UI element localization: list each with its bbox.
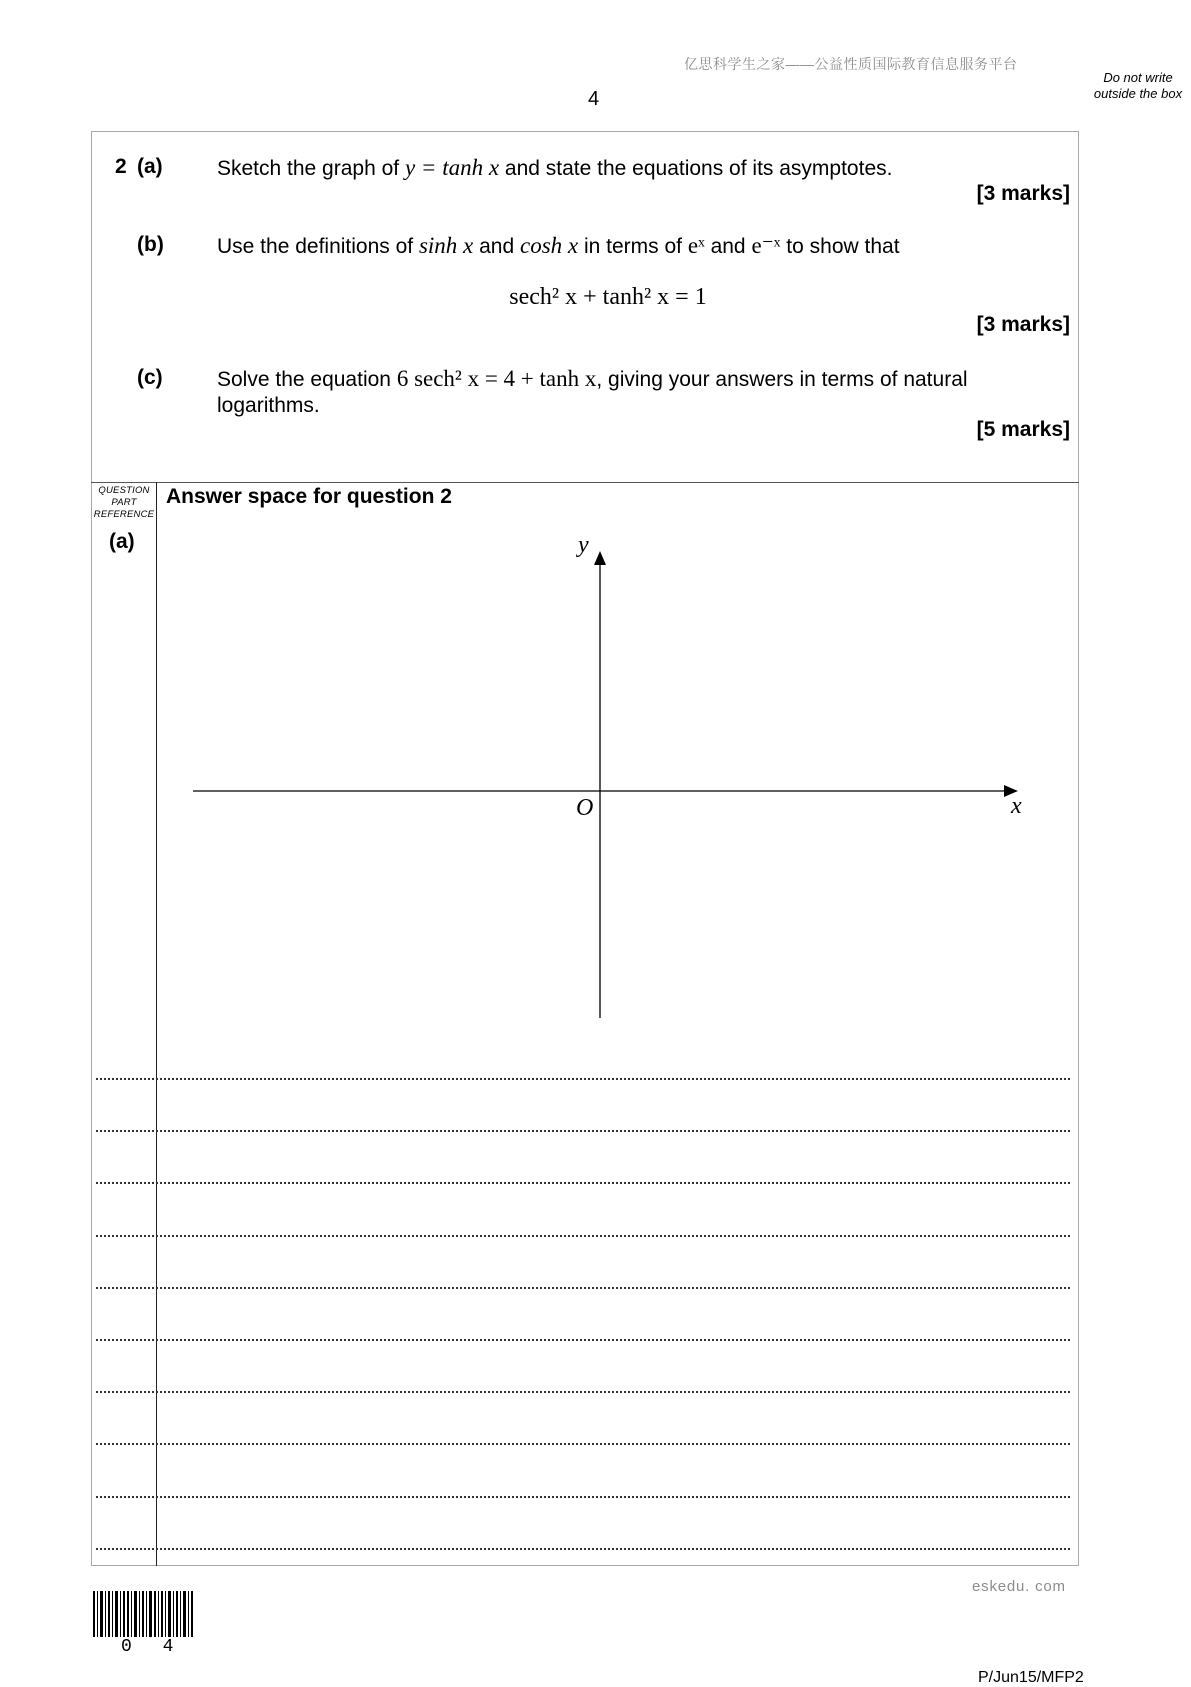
question-part-reference-header: QUESTION PART REFERENCE xyxy=(93,485,155,520)
header-watermark: 亿思科学生之家——公益性质国际教育信息服务平台 xyxy=(684,56,1018,72)
part-a-text-before: Sketch the graph of xyxy=(217,157,400,180)
margin-note: Do not write outside the box xyxy=(1093,70,1183,101)
writing-line[interactable] xyxy=(96,1443,1070,1445)
part-b-text-1: Use the definitions of xyxy=(217,235,414,258)
footer-watermark: eskedu. com xyxy=(972,1578,1066,1595)
question-number: 2 xyxy=(115,155,127,178)
writing-line[interactable] xyxy=(96,1130,1070,1132)
paper-reference: P/Jun15/MFP2 xyxy=(978,1669,1084,1686)
x-axis-label: x xyxy=(1011,793,1022,819)
part-c-text-after: , giving your answers in terms of natural xyxy=(596,368,968,391)
writing-line[interactable] xyxy=(96,1548,1070,1550)
barcode-icon xyxy=(93,1591,195,1637)
writing-line[interactable] xyxy=(96,1391,1070,1393)
origin-label: O xyxy=(576,795,594,821)
y-axis-arrow xyxy=(594,551,606,565)
part-a-marks: [3 marks] xyxy=(976,182,1070,205)
part-b-label: (b) xyxy=(137,233,164,256)
part-c-marks: [5 marks] xyxy=(976,418,1070,441)
part-b-text-2: and xyxy=(479,235,515,258)
part-b-math-4: e⁻ˣ xyxy=(751,233,781,258)
writing-line[interactable] xyxy=(96,1235,1070,1237)
part-a-math: y = tanh x xyxy=(404,155,500,180)
part-b-marks: [3 marks] xyxy=(976,313,1070,336)
writing-line[interactable] xyxy=(96,1078,1070,1080)
part-c-text-before: Solve the equation xyxy=(217,368,391,391)
part-b-math-1: sinh x xyxy=(418,233,474,258)
part-b-text-4: and xyxy=(710,235,746,258)
answer-part-a-label: (a) xyxy=(109,530,135,553)
writing-line[interactable] xyxy=(96,1287,1070,1289)
part-c-text-line2: logarithms. xyxy=(217,394,320,417)
part-c-label: (c) xyxy=(137,366,163,389)
part-a-label: (a) xyxy=(137,155,163,178)
part-c-math: 6 sech² x = 4 + tanh x xyxy=(396,366,597,391)
part-b-equation: sech² x + tanh² x = 1 xyxy=(509,284,707,310)
writing-line[interactable] xyxy=(96,1496,1070,1498)
part-b-text-5: to show that xyxy=(786,235,900,258)
writing-line[interactable] xyxy=(96,1339,1070,1341)
y-axis-label: y xyxy=(578,532,589,558)
part-b-math-2: cosh x xyxy=(520,233,579,258)
writing-line[interactable] xyxy=(96,1182,1070,1184)
answer-space-title: Answer space for question 2 xyxy=(166,485,452,508)
page-number: 4 xyxy=(588,88,600,110)
part-b-text-3: in terms of xyxy=(583,235,683,258)
part-b-math-3: eˣ xyxy=(687,233,705,258)
part-a-text-after: and state the equations of its asymptotes. xyxy=(504,157,893,180)
barcode-digits: 0 4 xyxy=(121,1637,184,1657)
